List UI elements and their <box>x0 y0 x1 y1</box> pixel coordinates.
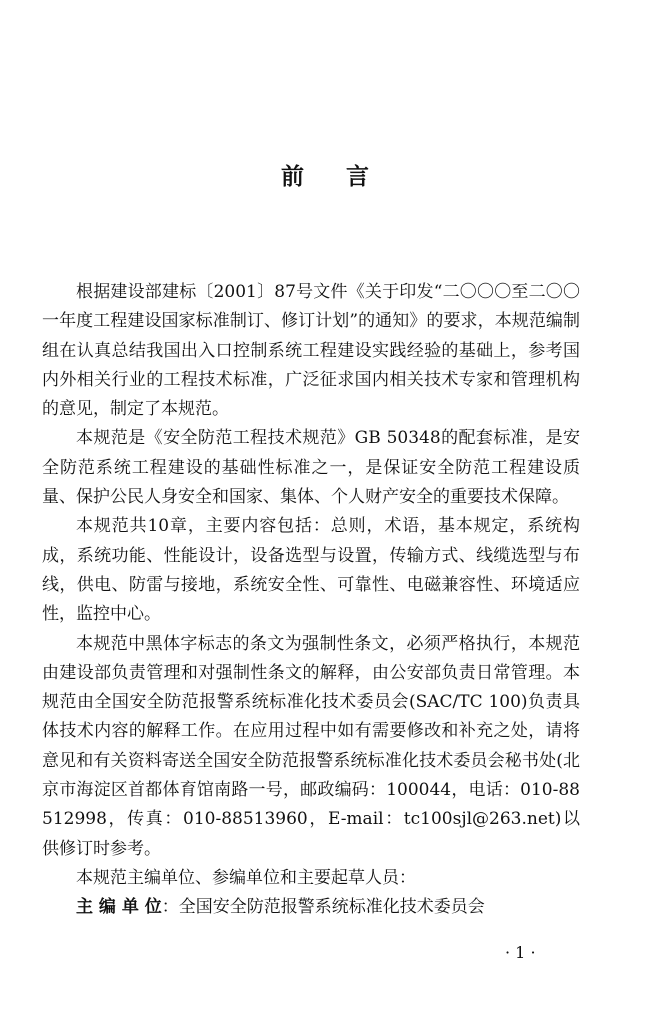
page-title: 前言 <box>281 164 411 190</box>
paragraph-authors-intro: 本规范主编单位、参编单位和主要起草人员： <box>76 867 416 888</box>
paragraph-contents: 本规范共10章，主要内容包括：总则，术语，基本规定，系统构成，系统功能、性能设计，设备选型与设置，传输方式、线缆选型与布线，供电、防雷与接地，系统安全性、可靠性、电磁兼容性、环境适应性，监控中心。 <box>42 516 580 625</box>
editor-unit-line <box>42 893 580 922</box>
paragraph-administration: 本规范中黑体字标志的条文为强制性条文，必须严格执行，本规范由建设部负责管理和对强制性条文的解释，由公安部负责日常管理。本规范由全国安全防范报警系统标准化技术委员会(SAC/TC 100)负责具体技术内容的解释工作。在应用过程中如有需要修改和补充之处，请将意见和有关资料寄送全国安全防范报警系统标准化技术委员会秘书处(北京市海淀区首都体育馆南路一号，邮政编码：100044，电话：010-88512998，传真：010-88513960，E-mail：tc100sjl@263.net)以供修订时参考。 <box>42 633 580 859</box>
editor-unit-value: ：全国安全防范报警系统标准化技术委员会 <box>161 897 485 918</box>
body-text <box>42 278 580 923</box>
page-number: · 1 · <box>505 943 536 962</box>
paragraph-purpose: 本规范是《安全防范工程技术规范》GB 50348的配套标准，是安全防范系统工程建设的基础性标准之一，是保证安全防范工程建设质量、保护公民人身安全和国家、集体、个人财产安全的重要技术保障。 <box>42 428 580 508</box>
paragraph-basis: 根据建设部建标〔2001〕87号文件《关于印发“二〇〇〇至二〇〇一年度工程建设国家标准制订、修订计划”的通知》的要求，本规范编制组在认真总结我国出入口控制系统工程建设实践经验的基础上，参考国内外相关行业的工程技术标准，广泛征求国内相关技术专家和管理机构的意见，制定了本规范。 <box>42 282 580 420</box>
editor-unit-label: 主 编 单 位 <box>76 897 162 918</box>
